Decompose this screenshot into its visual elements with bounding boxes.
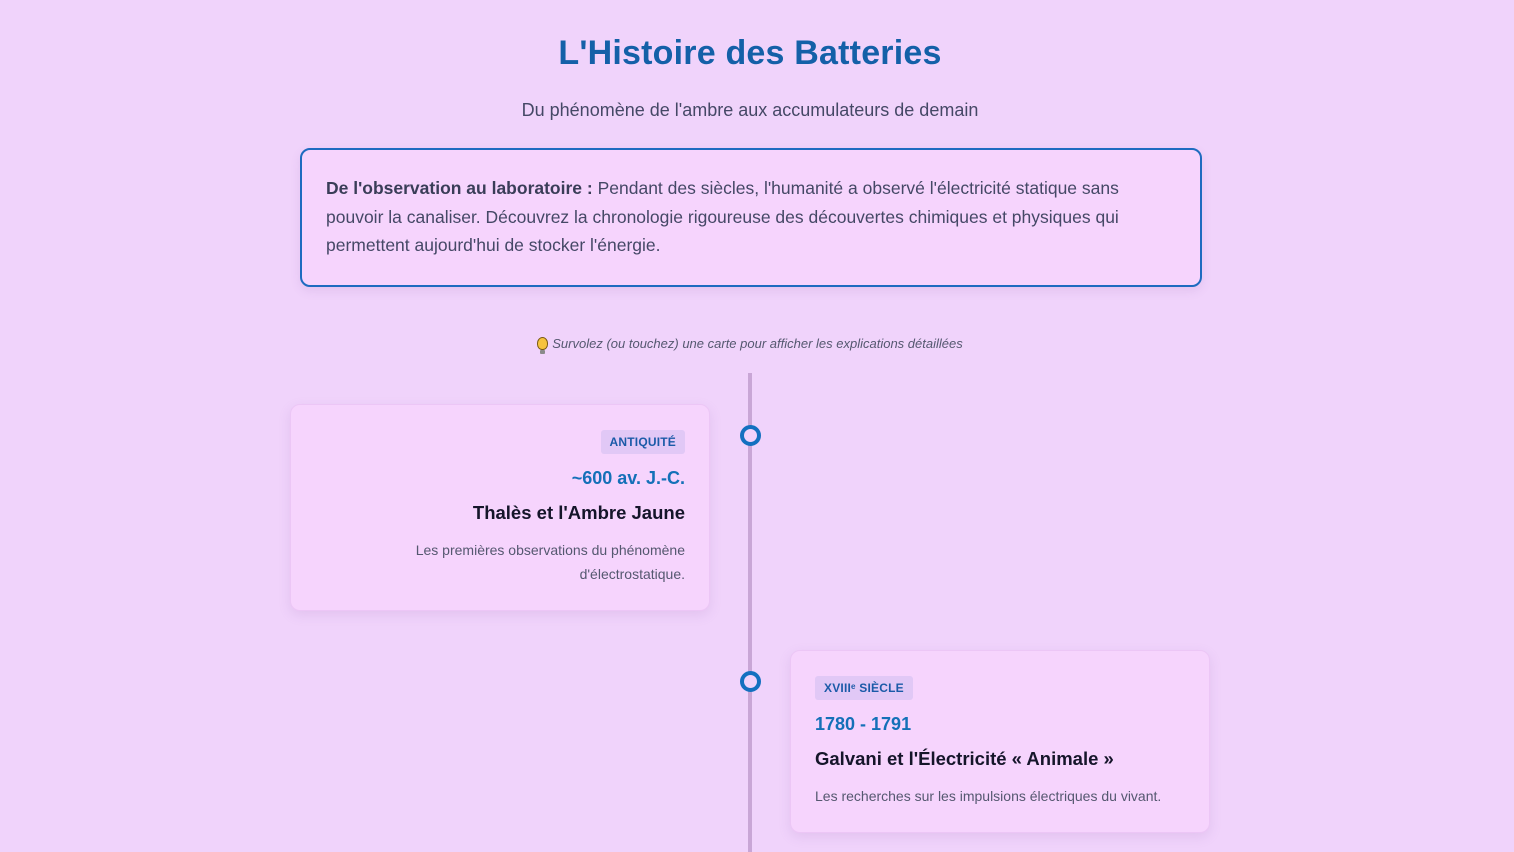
timeline-dot [740,425,761,446]
event-date: ~600 av. J.-C. [571,468,685,488]
page-subtitle: Du phénomène de l'ambre aux accumulateurs de demain [521,100,979,120]
era-badge: XVIIIᵉ SIÈCLE [815,676,913,700]
event-title: Thalès et l'Ambre Jaune [472,502,685,523]
intro-lead: De l'observation au laboratoire : [326,178,593,198]
timeline-card-18th-century[interactable] [790,650,1210,833]
event-date: 1780 - 1791 [815,714,912,734]
era-badge: ANTIQUITÉ [601,430,685,454]
event-title: Galvani et l'Électricité « Animale » [815,748,1114,769]
hover-hint [0,336,1500,351]
event-description: Les recherches sur les impulsions électriques du vivant. [815,788,1162,804]
page-title: L'Histoire des Batteries [558,34,942,72]
hint-text: Survolez (ou touchez) une carte pour afficher les explications détaillées [552,336,963,351]
intro-text: Pendant des siècles, l'humanité a observé l'électricité statique sans pouvoir la canaliser. Découvrez la chronologie rigoureuse des découvertes chimiques et physiques qui permettent aujourd'hui de stocker l'énergie. [326,178,1119,255]
intro-box [300,148,1202,287]
event-description: Les premières observations du phénomène d'électrostatique. [415,542,685,582]
lightbulb-icon [537,337,548,350]
timeline-card-antiquity[interactable] [290,404,710,611]
timeline-dot [740,671,761,692]
